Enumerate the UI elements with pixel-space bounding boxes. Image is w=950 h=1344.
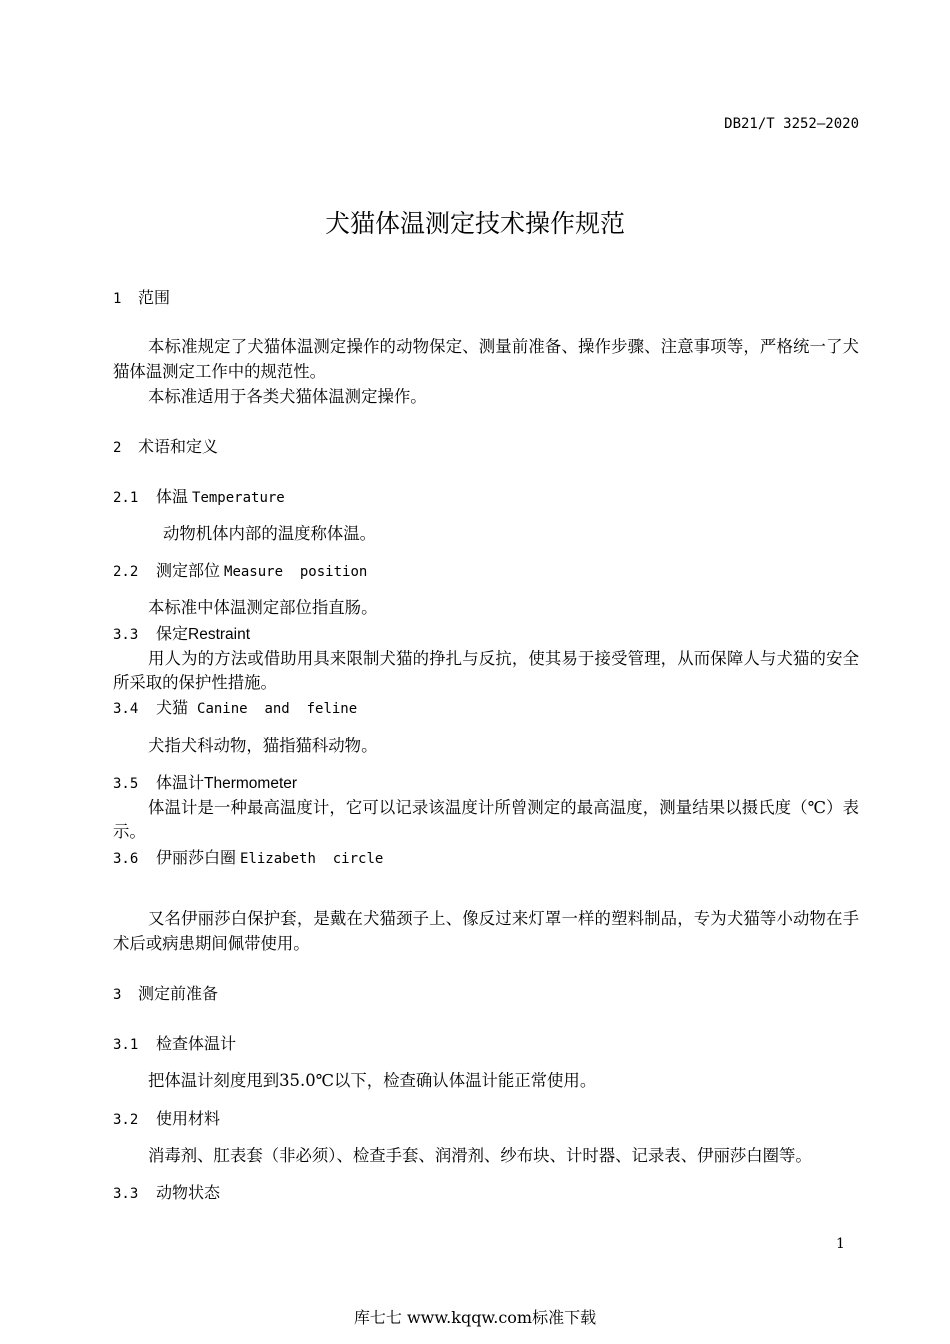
term-definition-line: 犬指犬科动物，猫指猫科动物。 [148,736,378,755]
subsection-heading-check-thermometer [113,1034,236,1054]
paragraph-line: 消毒剂、肛表套（非必须）、检查手套、润滑剂、纱布块、计时器、记录表、伊丽莎白圈等。 [148,1146,812,1165]
heading-number: 3.2 [113,1112,139,1128]
footer-watermark: 库七七 www.kqqw.com标准下载 [353,1308,597,1327]
term-en: Thermometer [204,775,298,792]
heading-title: 动物状态 [156,1183,221,1202]
heading-number: 3 [113,987,122,1003]
heading-number: 3.5 [113,776,139,792]
term-en: Restraint [188,626,251,643]
heading-title: 使用材料 [156,1109,221,1128]
term-heading-canine-feline [113,698,357,718]
heading-title: 测定前准备 [138,984,219,1003]
term-zh: 测定部位 [156,561,221,580]
term-zh: 保定 [156,624,189,643]
term-definition-line: 又名伊丽莎白保护套，是戴在犬猫颈子上、像反过来灯罩一样的塑料制品，专为犬猫等小动物在手 [148,909,859,928]
term-en: Temperature [192,490,285,506]
heading-number: 2.1 [113,490,139,506]
term-definition-line: 本标准中体温测定部位指直肠。 [148,598,378,617]
term-definition-line: 示。 [113,822,146,841]
heading-title: 术语和定义 [138,437,219,456]
term-definition-line: 动物机体内部的温度称体温。 [163,524,377,543]
term-heading-thermometer [113,773,297,793]
term-definition-line: 用人为的方法或借助用具来限制犬猫的挣扎与反抗，使其易于接受管理，从而保障人与犬猫的安全 [148,649,859,668]
document-title: 犬猫体温测定技术操作规范 [324,209,625,238]
page-number: 1 [836,1236,845,1252]
heading-number: 2.2 [113,564,139,580]
paragraph-line: 本标准规定了犬猫体温测定操作的动物保定、测量前准备、操作步骤、注意事项等，严格统一了犬 [148,337,859,356]
heading-number: 3.3 [113,627,139,643]
heading-number: 1 [113,291,122,307]
heading-number: 3.4 [113,701,139,717]
term-zh: 犬猫 [156,698,189,717]
term-heading-elizabeth-circle [113,848,383,868]
subsection-heading-animal-state [113,1183,220,1203]
standard-code: DB21/T 3252—2020 [724,116,859,132]
term-definition-line: 体温计是一种最高温度计，它可以记录该温度计所曾测定的最高温度，测量结果以摄氏度（℃）表 [148,798,859,817]
term-en: Elizabeth circle [240,851,384,867]
term-heading-restraint [113,624,250,644]
term-definition-line: 术后或病患期间佩带使用。 [113,934,310,953]
heading-number: 3.1 [113,1037,139,1053]
term-en: Measure position [224,564,368,580]
paragraph-line: 猫体温测定工作中的规范性。 [113,362,327,381]
term-zh: 体温 [156,487,189,506]
subsection-heading-materials [113,1109,220,1129]
heading-title: 范围 [138,288,171,307]
heading-title: 检查体温计 [156,1034,237,1053]
term-en: Canine and feline [197,701,358,717]
term-zh: 体温计 [156,773,205,792]
section-1-heading [113,288,170,308]
heading-number: 3.3 [113,1186,139,1202]
paragraph-line: 本标准适用于各类犬猫体温测定操作。 [148,387,427,406]
term-heading-temperature [113,487,285,507]
term-heading-measure-position [113,561,367,581]
paragraph-line: 把体温计刻度甩到35.0℃以下，检查确认体温计能正常使用。 [148,1071,597,1090]
term-zh: 伊丽莎白圈 [156,848,237,867]
heading-number: 3.6 [113,851,139,867]
section-2-heading [113,437,218,457]
heading-number: 2 [113,440,122,456]
section-3-heading [113,984,218,1004]
term-definition-line: 所采取的保护性措施。 [113,673,277,692]
